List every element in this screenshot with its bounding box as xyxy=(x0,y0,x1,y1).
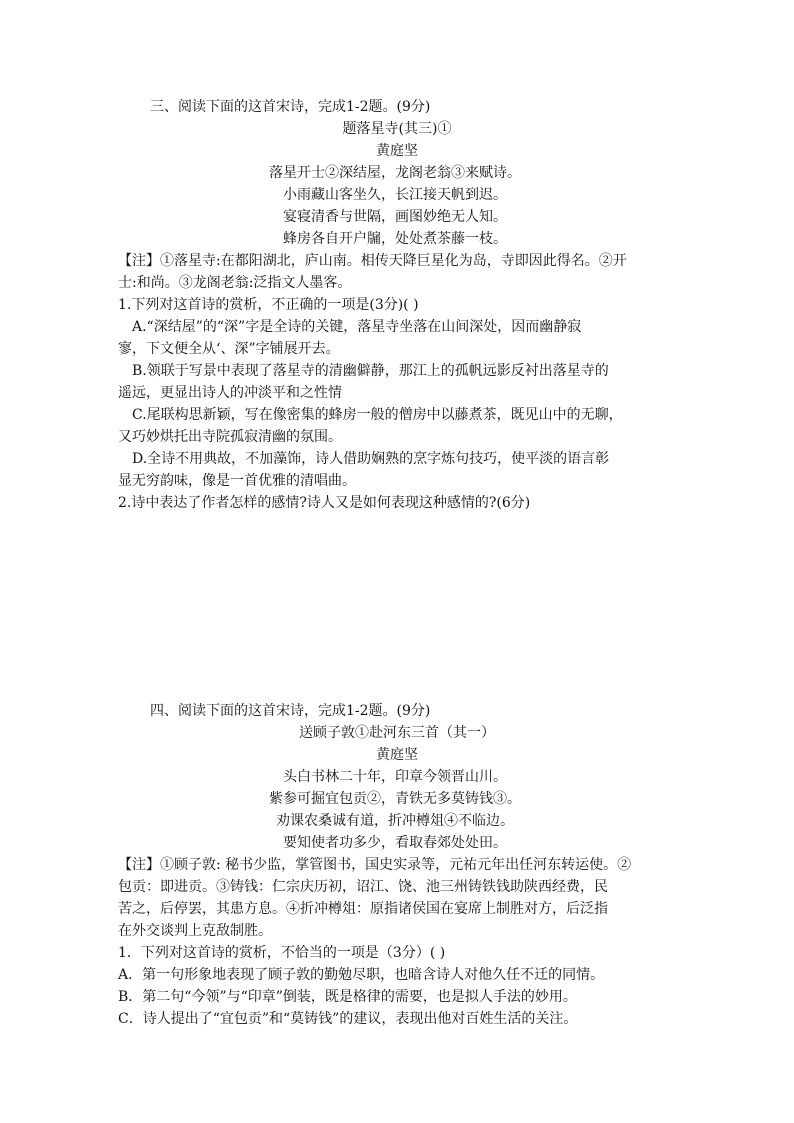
section3-note: 【注】①落星寺:在都阳湖北，庐山南。相传天降巨星化为岛，寺即因此得名。②开 xyxy=(118,253,627,269)
section4-heading: 四、阅读下面的这首宋诗，完成1-2题。(9分) xyxy=(150,703,431,719)
section3-option-c-cont: 又巧妙烘托出寺院孤寂清幽的氛围。 xyxy=(118,429,342,445)
section4-option-b: B．第二句“今领”与“印章”倒装，既是格律的需要，也是拟人手法的妙用。 xyxy=(118,989,577,1005)
section3-poem-line: 小雨藏山客坐久，长江接天帆到迟。 xyxy=(283,187,507,203)
section3-question-1: 1.下列对这首诗的赏析，不正确的一项是(3分)( ) xyxy=(118,297,419,313)
section3-poem-title: 题落星寺(其三)① xyxy=(342,121,452,137)
section4-question-1: 1．下列对这首诗的赏析，不恰当的一项是（3分）( ) xyxy=(118,945,446,961)
section4-note: 在外交谈判上克敌制胜。 xyxy=(118,923,272,939)
section3-option-c: C.尾联构思新颖，写在像密集的蜂房一般的僧房中以藤煮茶，既见山中的无聊， xyxy=(132,407,623,423)
section4-poem-line: 劝课农桑诚有道，折冲樽俎④不临边。 xyxy=(276,813,514,829)
section3-option-b-cont: 遥远，更显出诗人的冲淡平和之性情 xyxy=(118,385,342,401)
section3-option-b: B.领联于写景中表现了落星寺的清幽僻静，那江上的孤帆远影反衬出落星寺的 xyxy=(132,363,609,379)
section3-option-a: A.“深结屋”的“深”字是全诗的关键，落星寺坐落在山间深处，因而幽静寂 xyxy=(132,319,582,335)
section4-note: 包贡：即进贡。③铸钱：仁宗庆历初，诏江、饶、池三州铸铁钱助陕西经费，民 xyxy=(118,879,608,895)
section4-poem-title: 送顾子敦①赴河东三首（其一） xyxy=(299,725,495,741)
section4-poem-line: 头白书林二十年，印章今领晋山川。 xyxy=(283,769,507,785)
section3-note: 士:和尚。③龙阁老翁:泛指文人墨客。 xyxy=(118,275,352,291)
section3-heading: 三、阅读下面的这首宋诗，完成1-2题。(9分) xyxy=(150,99,431,115)
section3-poem-line: 落星开士②深结屋，龙阁老翁③来赋诗。 xyxy=(269,165,521,181)
section4-note: 【注】①顾子敦: 秘书少监，掌管图书，国史实录等，元祐元年出任河东转运使。② xyxy=(118,857,632,873)
section3-option-d-cont: 显无穷韵味，像是一首优雅的清唱曲。 xyxy=(118,473,356,489)
section4-note: 苦之，后停罢，其患方息。④折冲樽俎：原指诸侯国在宴席上制胜对方，后泛指 xyxy=(118,901,608,917)
section3-question-2: 2.诗中表达了作者怎样的感情?诗人又是如何表现这种感情的?(6分) xyxy=(118,495,531,511)
section4-poem-author: 黄庭坚 xyxy=(376,747,418,763)
section4-option-c: C．诗人提出了“宜包贡”和“莫铸钱”的建议，表现出他对百姓生活的关注。 xyxy=(118,1011,578,1027)
section4-poem-line: 紫参可掘宜包贡②，青铁无多莫铸钱③。 xyxy=(269,791,521,807)
section4-poem-line: 要知使者功多少，看取春郊处处田。 xyxy=(283,835,507,851)
section3-poem-author: 黄庭坚 xyxy=(376,143,418,159)
section3-poem-line: 宴寝清香与世隔，画图妙绝无人知。 xyxy=(283,209,507,225)
section3-option-d: D.全诗不用典故，不加藻饰，诗人借助娴熟的烹字炼句技巧，使平淡的语言彰 xyxy=(132,451,610,467)
section3-poem-line: 蜂房各自开户牖，处处煮茶藤一枝。 xyxy=(283,231,507,247)
section3-option-a-cont: 寥，下文便全从‘、深”字铺展开去。 xyxy=(118,341,340,357)
section4-option-a: A．第一句形象地表现了顾子敦的勤勉尽职，也暗含诗人对他久任不迁的同情。 xyxy=(118,967,605,983)
